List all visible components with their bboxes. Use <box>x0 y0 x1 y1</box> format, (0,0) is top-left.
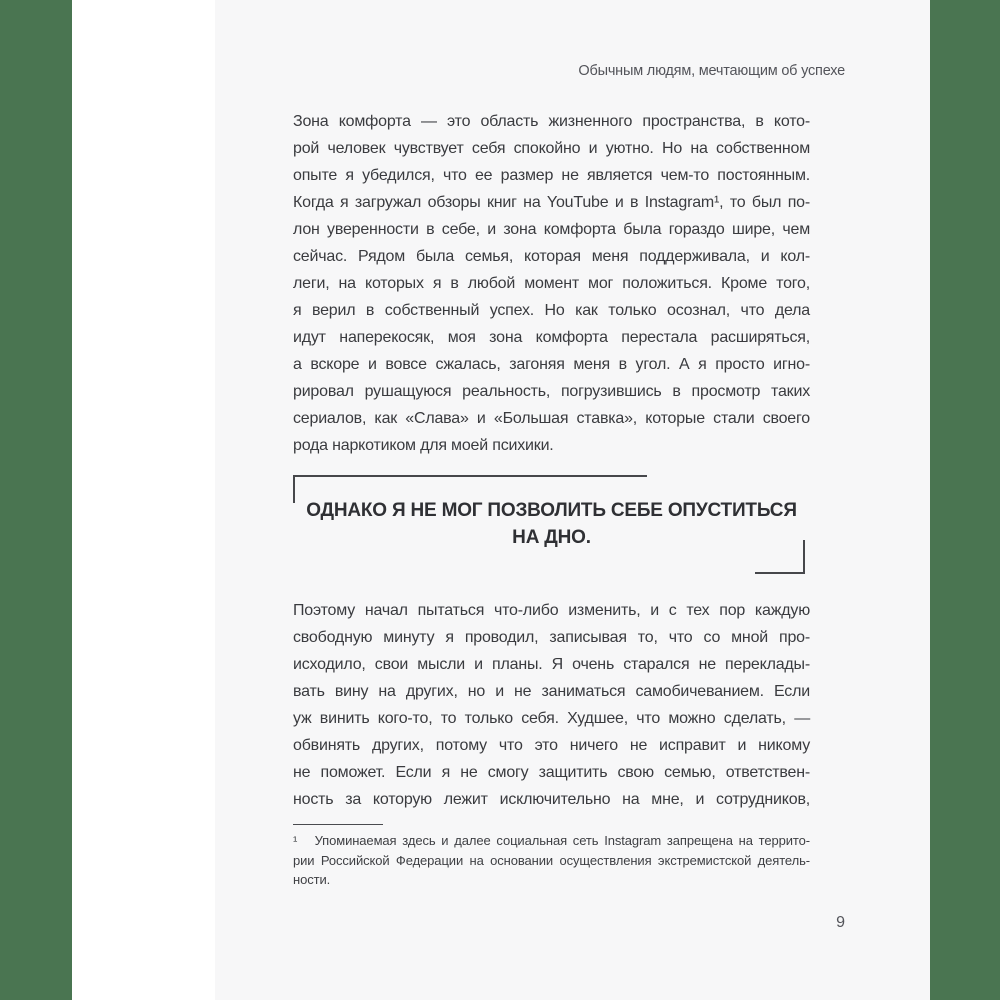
text-line: Когда я загружал обзоры книг на YouTube и в Instagram¹, то был по- <box>293 194 810 211</box>
footnote-line: ¹ Упоминаемая здесь и далее социальная сеть Instagram запрещена на террито- <box>293 833 810 848</box>
text-line: леги, на которых я в любой момент мог положиться. Кроме того, <box>293 275 810 292</box>
pullquote <box>293 497 810 551</box>
footnote-line: ности. <box>293 872 331 887</box>
text-line: не поможет. Если я не смогу защитить свою семью, ответствен- <box>293 764 810 781</box>
paragraph-1 <box>293 108 810 459</box>
right-green-border <box>930 0 1000 1000</box>
text-line: я верил в собственный успех. Но как только осознал, что дела <box>293 302 810 319</box>
pullquote-bracket-bottom <box>755 540 805 574</box>
text-line: сейчас. Рядом была семья, которая меня поддерживала, и кол- <box>293 248 810 265</box>
text-line: лон уверенности в себе, и зона комфорта была гораздо шире, чем <box>293 221 810 238</box>
text-line: вать вину на других, но и не заниматься самобичеванием. Если <box>293 683 810 700</box>
text-line: сериалов, как «Слава» и «Большая ставка», которые стали своего <box>293 410 810 427</box>
left-green-border <box>0 0 72 1000</box>
pullquote-line: НА ДНО. <box>512 527 591 548</box>
text-line: рой человек чувствует себя спокойно и уютно. Но на собственном <box>293 140 810 157</box>
page-content <box>293 0 810 1000</box>
footnote <box>293 831 810 890</box>
page-number: 9 <box>836 914 845 931</box>
text-line: Поэтому начал пытаться что-либо изменить, и с тех пор каждую <box>293 602 810 619</box>
text-line: исходило, свои мысли и планы. Я очень старался не переклады- <box>293 656 810 673</box>
pullquote-line: ОДНАКО Я НЕ МОГ ПОЗВОЛИТЬ СЕБЕ ОПУСТИТЬСЯ <box>306 500 797 521</box>
text-line: а вскоре и вовсе сжалась, загоняя меня в угол. А я просто игно- <box>293 356 810 373</box>
text-line: ность за которую лежит исключительно на мне, и сотрудников, <box>293 791 810 808</box>
book-page <box>215 0 930 1000</box>
text-line: опыте я убедился, что ее размер не является чем-то постоянным. <box>293 167 810 184</box>
text-line: уж винить кого-то, то только себя. Худшее, что можно сделать, — <box>293 710 810 727</box>
footnote-line: рии Российской Федерации на основании осуществления экстремистской деятель- <box>293 852 810 868</box>
paragraph-2 <box>293 597 810 813</box>
text-line: рировал рушащуюся реальность, погрузившись в просмотр таких <box>293 383 810 400</box>
text-line: Зона комфорта — это область жизненного пространства, в кото- <box>293 113 810 130</box>
running-header: Обычным людям, мечтающим об успехе <box>578 63 845 79</box>
footnote-divider <box>293 824 383 825</box>
text-line: рода наркотиком для моей психики. <box>293 437 554 454</box>
text-line: свободную минуту я проводил, записывая то, что со мной про- <box>293 629 810 646</box>
text-line: обвинять других, потому что это ничего не исправит и никому <box>293 737 810 754</box>
text-line: идут наперекосяк, моя зона комфорта перестала расширяться, <box>293 329 810 346</box>
